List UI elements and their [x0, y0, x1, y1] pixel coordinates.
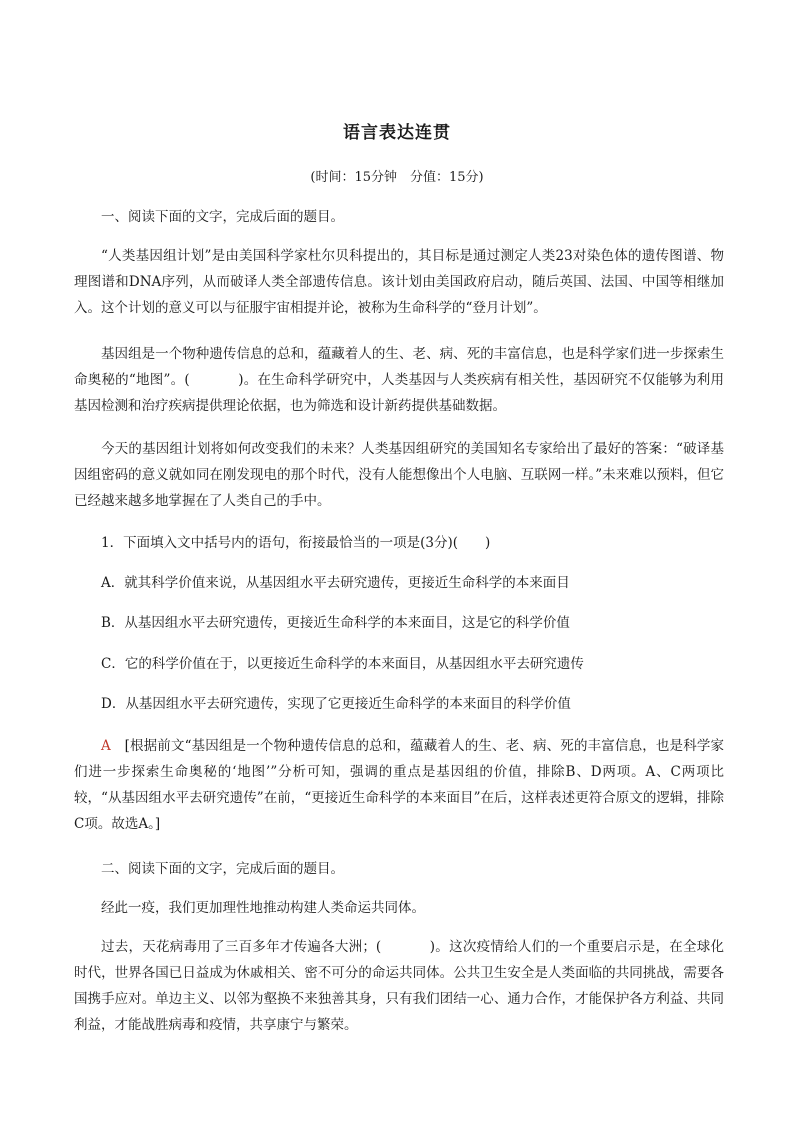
section1-heading: 一、阅读下面的文字，完成后面的题目。: [101, 209, 344, 225]
section2-paragraph-1: 经此一疫，我们更加理性地推动构建人类命运共同体。: [101, 900, 425, 916]
section1-paragraph-3: 今天的基因组计划将如何改变我们的未来？人类基因组研究的美国知名专家给出了最好的答案：“破译基因组密码的意义就如同在刚发现电的那个时代，没有人能想像出个人电脑、互联网一样。”未来难以预料，但它已经越来越多地掌握在了人类自己的手中。: [74, 441, 724, 509]
section1-paragraph-2-end: )。在生命科学研究中，人类基因与人类疾病有相关性，基因研究不仅能够为利用基因检测和治疗疾病提供理论依据，也为筛选和设计新药提供基础数据。: [74, 372, 724, 414]
explanation-text: [根据前文“基因组是一个物种遗传信息的总和，蕴藏着人的生、老、病、死的丰富信息，也是科学家们进一步探索生命奥秘的‘地图’”分析可知，强调的重点是基因组的价值，排除B、D两项。A、C两项比较，“从基因组水平去研究遗传”在前，“更接近生命科学的本来面目”在后，这样表述更符合原文的逻辑，排除C项。故选A。]: [74, 738, 725, 832]
section2-paragraph-2: [74, 934, 724, 1038]
section1-paragraph-1: “人类基因组计划”是由美国科学家杜尔贝科提出的，其目标是通过测定人类23对染色体的遗传图谱、物理图谱和DNA序列，从而破译人类全部遗传信息。该计划由美国政府启动，随后英国、法国、中国等相继加入。这个计划的意义可以与征服宇宙相提并论，被称为生命科学的“登月计划”。: [74, 248, 724, 316]
section1-paragraph-2-start: 基因组是一个物种遗传信息的总和，蕴藏着人的生、老、病、死的丰富信息，也是科学家们进一步探索生命奥秘的“地图”。(: [74, 346, 724, 388]
section1-paragraph-2: [74, 341, 724, 419]
question-1: 1．下面填入文中括号内的语句，衔接最恰当的一项是(3分)( ): [101, 535, 491, 551]
option-d: D．从基因组水平去研究遗传，实现了它更接近生命科学的本来面目的科学价值: [101, 696, 571, 712]
section2-paragraph-2-end: )。这次疫情给人们的一个重要启示是，在全球化时代，世界各国已日益成为休戚相关、密不可分的命运共同体。公共卫生安全是人类面临的共同挑战，需要各国携手应对。单边主义、以邻为壑换不来独善其身，只有我们团结一心、通力合作，才能保护各方利益、共同利益，才能战胜病毒和疫情，共享康宁与繁荣。: [74, 939, 724, 1033]
answer-explanation: [74, 733, 724, 837]
section2-heading: 二、阅读下面的文字，完成后面的题目。: [101, 861, 344, 877]
document-subtitle: (时间：15分钟 分值：15分): [310, 170, 484, 185]
document-title: 语言表达连贯: [343, 123, 451, 143]
option-a: A．就其科学价值来说，从基因组水平去研究遗传，更接近生命科学的本来面目: [101, 575, 570, 591]
answer-letter: A: [101, 738, 111, 754]
option-c: C．它的科学价值在于，以更接近生命科学的本来面目，从基因组水平去研究遗传: [101, 656, 584, 672]
section2-paragraph-2-start: 过去，天花病毒用了三百多年才传遍各大洲；(: [101, 939, 382, 955]
option-b: B．从基因组水平去研究遗传，更接近生命科学的本来面目，这是它的科学价值: [101, 615, 570, 631]
